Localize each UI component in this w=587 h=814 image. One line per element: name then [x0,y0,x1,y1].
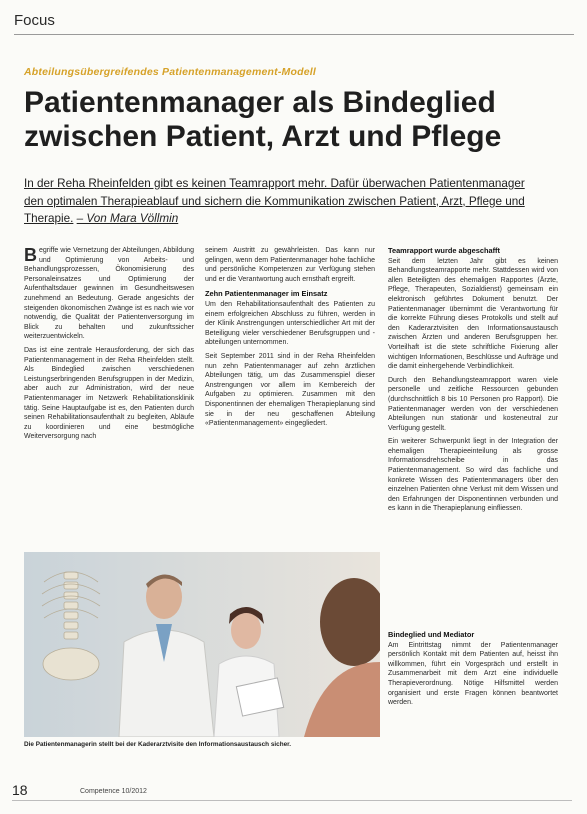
body-paragraph: Ein weiterer Schwerpunkt liegt in der Integration der ehemaligen Therapieeinteilung als grosse Informationsdrehscheibe in das Patientenmanagement. So wird das fachliche und konkrete Wissen des Patientenmanagers über den einzelnen Patienten ohne Verlust mit dem Wissen und den Erfahrungen der Disponentinnen verbunden und es kann in die Therapieplanung einfliessen. [388,438,558,513]
subheading: Zehn Patientenmanager im Einsatz [205,289,328,299]
body-paragraph-text: egriffe wie Vernetzung der Abteilungen, Abbildung und Optimierung von Arbeits- und Behandlungsprozessen, Ökonomisierung des Personaleinsatzes und Optimierung der Aufenthaltsdauer gewinnen im Gesundheitswesen zunehmend an Bedeutung. Gerade angesichts der steigenden ökonomischen Zwänge ist es nach wie vor notwendig, die Qualität der Patientenversorgung im Blick zu behalten und zukunftssicher weiterzuentwickeln. [24,247,194,341]
lead-author: – Von Mara Völlmin [76,212,179,225]
body-column-2 [205,246,375,433]
subheading: Teamrapport wurde abgeschafft [388,246,500,255]
body-column-3 [388,246,558,518]
section-label: Focus [14,12,55,29]
body-paragraph: Das ist eine zentrale Herausforderung, der sich das Patientenmanagement in der Reha Rheinfelden stellt. Als Bindeglied zwischen verschiedenen Leistungserbringenden Berufsgruppen in der Medizin, aber auch zur Administration, wird der neue Patientenmanager im Netzwerk Rehabilitationsklinik tätig. Seine Hauptaufgabe ist es, den Patienten durch seinen Rehabilitationsaufenthalt zu begleiten, Abläufe zu koordinieren und eine bestmögliche Weiterversorgung nach [24,346,194,441]
body-column-3-continued [388,630,558,712]
lead-text: In der Reha Rheinfelden gibt es keinen Teamrapport mehr. Dafür überwachen Patientenmanager den optimalen Therapieablauf und sichern die Kommunikation zwischen Patient, Arzt, Pflege und Therapie. [24,177,525,225]
body-paragraph [24,246,194,342]
magazine-name: Competence 10/2012 [80,788,147,795]
body-paragraph: Seit dem letzten Jahr gibt es keinen Behandlungsteamrapporte mehr. Stattdessen wird von allen Beteiligten des ehemaligen Rapportes (Ärzte, Pflege, Therapeuten, Sozialdienst) gemeinsam ein elektronisch geführtes Dokument benutzt. Der Patientenmanager übernimmt die Verantwortung für die korrekte Führung dieses Protokolls und stellt auf den Kaderarztvisiten den Informationsaustausch zwischen Ärzten und anderen Berufsgruppen her. Vorteilhaft ist die stete schriftliche Fixierung aller wichtigen Informationen, Beschlüsse und Aufträge und die damit einhergehende Verbindlichkeit. [388,257,558,371]
section-divider [14,34,574,35]
page-number: 18 [12,782,28,798]
footer-divider [12,800,572,801]
article-lead [24,175,544,228]
body-paragraph: Um den Rehabilitationsaufenthalt des Patienten zu einem erfolgreichen Abschluss zu führen, werden in der Klinik Anstrengungen unterschiedlicher Art mit der Beteiligung vieler verschiedener Berufsgruppen und -abteilungen unternommen. [205,300,375,347]
body-paragraph: Seit September 2011 sind in der Reha Rheinfelden nun zehn Patientenmanager auf zehn ärztlichen Abteilungen tätig, um das Zusammenspiel dieser Anstrengungen vor allem im Kernbereich der Aufgaben zu optimieren. Zusammen mit den Disponentinnen der ehemaligen Therapieplanung sind sie in der neu geschaffenen Abteilung «Patientenmanagement» eingegliedert. [205,352,375,428]
article-headline: Patientenmanager als Bindeglied zwischen Patient, Arzt und Pflege [24,86,502,153]
subheading: Bindeglied und Mediator [388,630,475,639]
photo-illustration [24,552,380,737]
body-paragraph: seinem Austritt zu gewährleisten. Das kann nur gelingen, wenn dem Patientenmanager hohe fachliche und persönliche Kompetenzen zur Verfügung stehen und er die Verantwortung auch ernsthaft ergreift. [205,247,375,283]
photo-caption: Die Patientenmanagerin stellt bei der Kaderarztvisite den Informationsaustausch sicher. [24,741,292,748]
article-photo [24,552,380,737]
drop-cap: B [24,245,37,265]
body-paragraph: Durch den Behandlungsteamrapport waren viele personelle und zeitliche Ressourcen gebunden (durchschnittlich 8 bis 10 Personen pro Rapport). Die Patientenmanager werden von der verschiedenen Abteilungen nun stationär und kosteneutral zur Verfügung gestellt. [388,376,558,432]
body-paragraph: Am Eintrittstag nimmt der Patientenmanager persönlich Kontakt mit dem Patienten auf, heisst ihn willkommen, führt ein Vorgespräch und erstellt in Zusammenarbeit mit dem Arzt eine individuelle Therapieverordnung. Nötige Hilfsmittel werden organisiert und erste Fragen können beantwortet werden. [388,641,558,707]
article-kicker: Abteilungsübergreifendes Patientenmanagement-Modell [24,66,316,78]
body-column-1 [24,246,194,446]
